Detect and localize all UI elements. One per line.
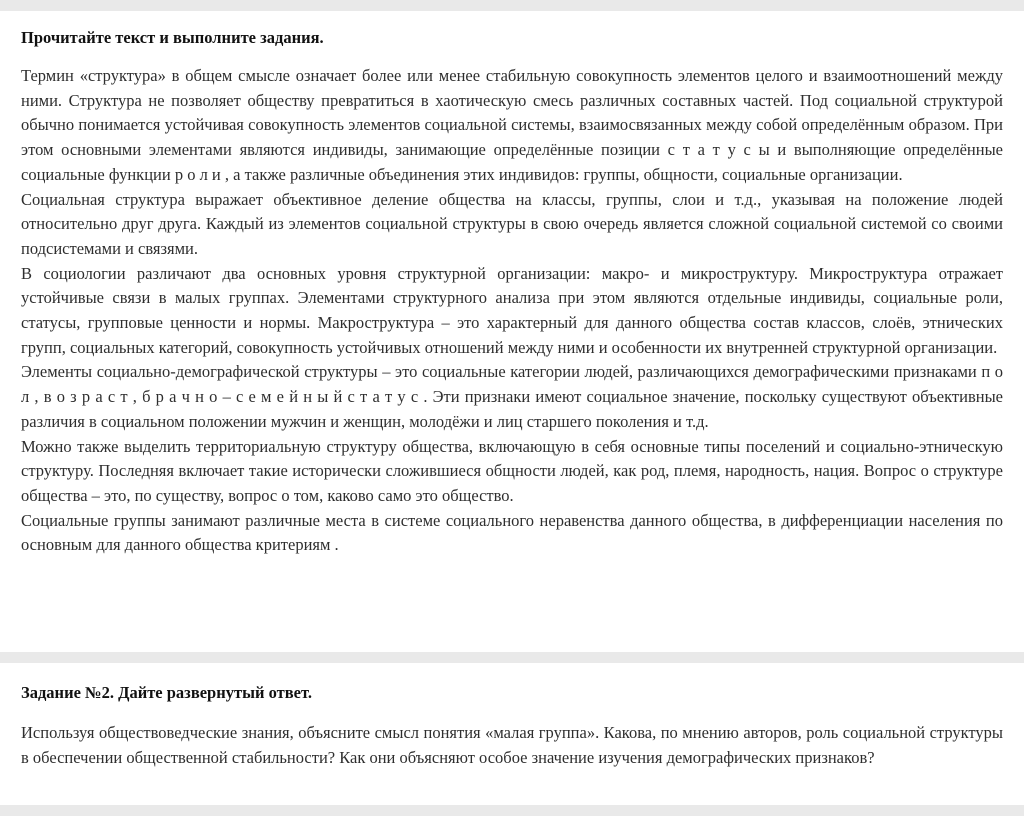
- task-heading: Задание №2. Дайте развернутый ответ.: [21, 683, 312, 702]
- reading-section: [0, 11, 1024, 652]
- task-section: [0, 684, 1024, 770]
- text-paragraph: Социальные группы занимают различные места в системе социального неравенства данного общества, в дифференциации населения по основным для данного общества критериям .: [21, 510, 1003, 555]
- text-paragraph: Элементы социально-демографической структуры – это социальные категории людей, различающихся демографическими признаками п о л , в о з р а с т , б р а ч н о – с е м е й н ы й с т а т у с . Эти признаки имеют социальное значение, поскольку существуют объективные различия в социальном положении мужчин и женщин, молодёжи и лиц старшего поколения и т.д.: [21, 362, 1003, 431]
- text-paragraph: Социальная структура выражает объективное деление общества на классы, группы, слои и т.д., указывая на положение людей относительно друг друга. Каждый из элементов социальной структуры в свою очередь является сложной социальной системой со своими подсистемами и связями.: [21, 189, 1003, 258]
- text-paragraph: Термин «структура» в общем смысле означает более или менее стабильную совокупность элементов целого и взаимоотношений между ними. Структура не позволяет обществу превратиться в хаотическую смесь различных составных частей. Под социальной структурой обычно понимается устойчивая совокупность элементов социальной системы, взаимосвязанных между собой определённым образом. При этом основными элементами являются индивиды, занимающие определённые позиции с т а т у с ы и выполняющие определённые социальные функции р о л и , а также различные объединения этих индивидов: группы, общности, социальные организации.: [21, 66, 1003, 184]
- section-divider: [0, 652, 1024, 663]
- text-paragraph: В социологии различают два основных уровня структурной организации: макро- и микроструктуру. Микроструктура отражает устойчивые связи в малых группах. Элементами структурного анализа при этом являются отдельные индивиды, социальные роли, статусы, групповые ценности и нормы. Макроструктура – это характерный для данного общества состав классов, слоёв, этнических групп, социальных категорий, совокупность устойчивых отношений между ними и особенности их внутренней структурной организации.: [21, 263, 1003, 357]
- text-paragraph: Можно также выделить территориальную структуру общества, включающую в себя основные типы поселений и социально-этническую структуру. Последняя включает такие исторически сложившиеся общности людей, как род, племя, народность, нация. Вопрос о структуре общества – это, по существу, вопрос о том, каково само это общество.: [21, 436, 1003, 505]
- top-divider: [0, 0, 1024, 11]
- reading-instruction-heading: Прочитайте текст и выполните задания.: [21, 28, 324, 47]
- bottom-divider: [0, 805, 1024, 816]
- task-question-paragraph: Используя обществоведческие знания, объясните смысл понятия «малая группа». Какова, по мнению авторов, роль социальной структуры в обеспечении общественной стабильности? Как они объясняют особое значение изучения демографических признаков?: [21, 723, 1003, 767]
